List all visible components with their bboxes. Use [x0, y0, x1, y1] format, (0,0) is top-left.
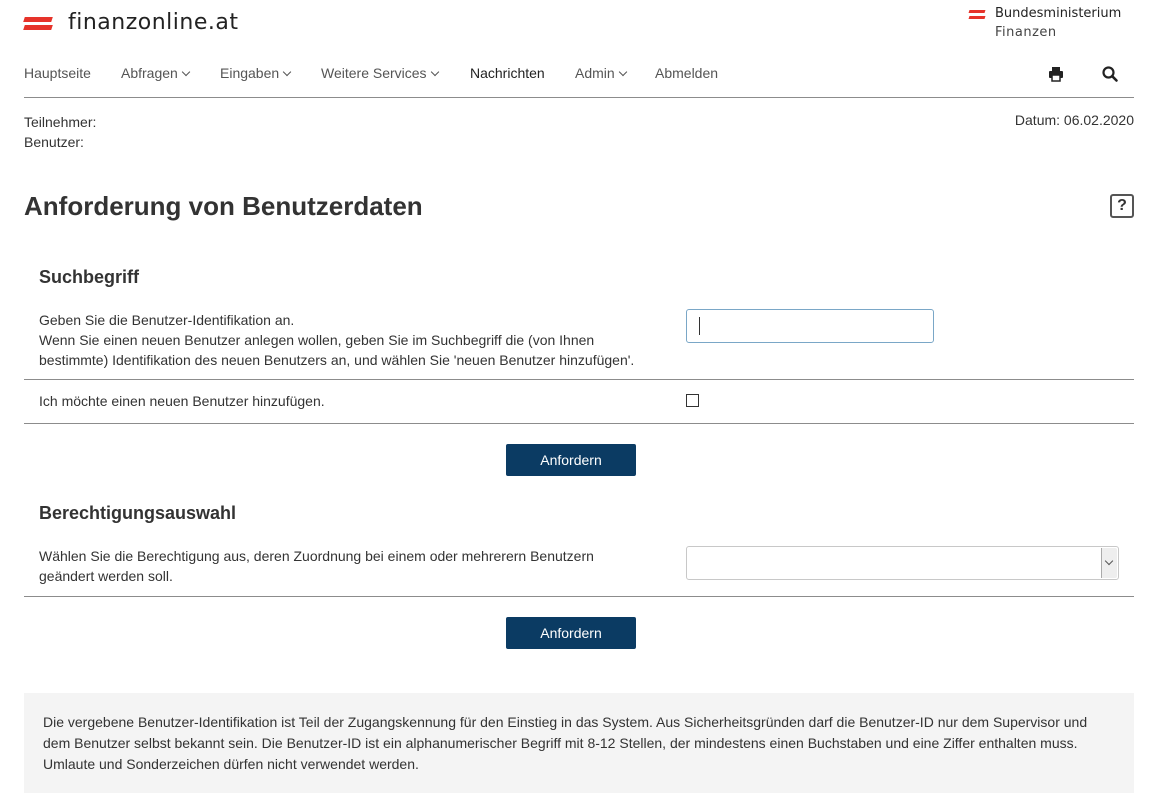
- divider: [24, 596, 1134, 597]
- permission-select[interactable]: [686, 546, 1119, 580]
- participant-label: Teilnehmer:: [24, 114, 97, 130]
- main-nav: [24, 54, 1134, 98]
- info-text: Die vergebene Benutzer-Identifikation ist Teil der Zugangskennung für den Einstieg in das System. Aus Sicherheitsgründen darf die Benutzer-ID nur dem Supervisor und dem Benutzer selbst bekannt sein. Die Benutzer-ID ist ein alphanumerischer Begriff mit 8-12 Stellen, der mindestens einen Buchstaben und eine Ziffer enthalten muss. Umlaute und Sonderzeichen dürfen nicht verwendet werden.: [43, 714, 1088, 772]
- user-row: [24, 132, 1134, 152]
- permission-description: Wählen Sie die Berechtigung aus, deren Zuordnung bei einem oder mehrerern Benutzern geändert werden soll.: [39, 548, 594, 584]
- user-label: Benutzer:: [24, 134, 84, 150]
- chevron-down-icon: [430, 68, 438, 76]
- section-title-berechtigungsauswahl: Berechtigungsauswahl: [39, 503, 237, 523]
- nav-item-hauptseite[interactable]: [24, 65, 91, 81]
- text-caret: [699, 317, 700, 335]
- ministry-name-line1: Bundesministerium: [995, 6, 1122, 21]
- nav-item-label: Nachrichten: [470, 65, 545, 81]
- request-button-permission[interactable]: Anfordern: [506, 617, 636, 649]
- select-arrow[interactable]: [1101, 548, 1117, 578]
- search-description-line2: Wenn Sie einen neuen Benutzer anlegen wollen, geben Sie im Suchbegriff die (von Ihnen bestimmte) Identifikation des neuen Benutzers an, und wählen Sie 'neuen Benutzer hinzufügen'.: [39, 332, 635, 368]
- ministry-name-line2: Finanzen: [995, 25, 1057, 40]
- participant-row: [24, 112, 1134, 132]
- search-term-input[interactable]: [686, 309, 934, 343]
- search-description: [39, 310, 659, 370]
- nav-item-label: Abmelden: [655, 65, 719, 81]
- chevron-down-icon: [182, 68, 190, 76]
- nav-item-label: Eingaben: [220, 65, 280, 81]
- help-icon[interactable]: ?: [1110, 194, 1134, 218]
- session-info: [24, 112, 1134, 152]
- chevron-down-icon: [1105, 557, 1113, 565]
- nav-item-weitere-services[interactable]: [321, 65, 438, 81]
- nav-item-label: Hauptseite: [24, 65, 91, 81]
- add-user-label: Ich möchte einen neuen Benutzer hinzufügen.: [39, 393, 325, 409]
- nav-item-eingaben[interactable]: [220, 65, 290, 81]
- nav-item-abmelden[interactable]: [655, 65, 718, 81]
- ministry-logo[interactable]: [969, 6, 1134, 46]
- print-icon[interactable]: [1046, 64, 1066, 84]
- site-header: [0, 0, 1167, 50]
- search-description-line1: Geben Sie die Benutzer-Identifikation an.: [39, 312, 295, 328]
- divider: [24, 423, 1134, 424]
- date-text: Datum: 06.02.2020: [1014, 112, 1134, 128]
- nav-item-label: Admin: [575, 65, 615, 81]
- add-user-checkbox[interactable]: [686, 394, 699, 407]
- flag-logo-icon: [24, 14, 52, 32]
- info-box: [24, 693, 1134, 793]
- request-button-search[interactable]: Anfordern: [506, 444, 636, 476]
- nav-item-abfragen[interactable]: [121, 65, 189, 81]
- search-icon[interactable]: [1100, 64, 1120, 84]
- nav-item-admin[interactable]: [575, 65, 626, 81]
- finanzonline-logo[interactable]: [24, 10, 238, 35]
- section-title-suchbegriff: Suchbegriff: [39, 267, 140, 287]
- logo-text: finanzonline.at: [68, 10, 239, 35]
- nav-item-label: Weitere Services: [321, 65, 427, 81]
- ministry-flag-icon: [969, 9, 985, 21]
- nav-item-label: Abfragen: [121, 65, 178, 81]
- chevron-down-icon: [283, 68, 291, 76]
- chevron-down-icon: [618, 68, 626, 76]
- divider: [24, 379, 1134, 380]
- page-title: Anforderung von Benutzerdaten: [24, 191, 423, 221]
- nav-item-nachrichten[interactable]: [470, 65, 545, 81]
